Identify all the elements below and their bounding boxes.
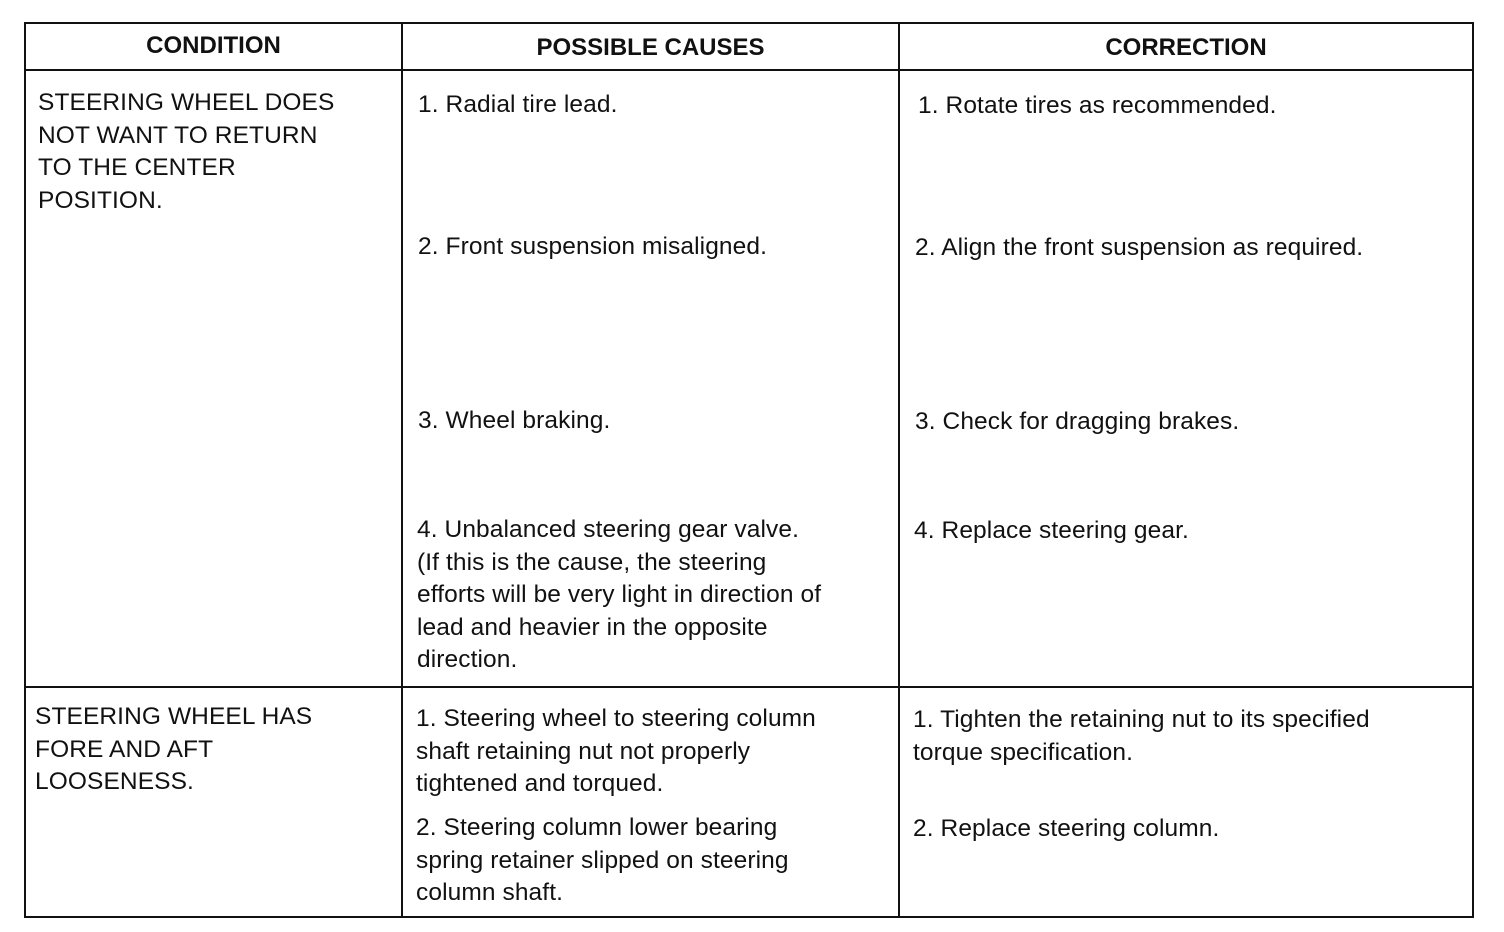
header-condition: CONDITION xyxy=(146,32,281,59)
row-divider xyxy=(24,686,1474,688)
cause-cell: 2. Steering column lower bearing spring retainer slipped on steering column shaft. xyxy=(416,814,789,906)
correction-cell: 2. Replace steering column. xyxy=(913,815,1220,842)
correction-cell: 1. Tighten the retaining nut to its specified torque specification. xyxy=(913,706,1370,766)
column-divider-1 xyxy=(401,22,403,918)
cause-cell: 1. Radial tire lead. xyxy=(418,91,618,118)
cause-cell: 1. Steering wheel to steering column shaft retaining nut not properly tightened and torqued. xyxy=(416,705,816,797)
correction-cell: 3. Check for dragging brakes. xyxy=(915,408,1240,435)
correction-cell: 4. Replace steering gear. xyxy=(914,517,1189,544)
cause-cell: 4. Unbalanced steering gear valve. (If this is the cause, the steering efforts will be very light in direction of lead and heavier in the opposite direction. xyxy=(417,516,822,673)
cause-cell: 2. Front suspension misaligned. xyxy=(418,233,768,260)
column-divider-2 xyxy=(898,22,900,918)
header-divider xyxy=(24,69,1474,71)
correction-cell: 1. Rotate tires as recommended. xyxy=(918,92,1277,119)
header-possible-causes: POSSIBLE CAUSES xyxy=(536,34,765,61)
cause-cell: 3. Wheel braking. xyxy=(418,407,611,434)
correction-cell: 2. Align the front suspension as required. xyxy=(915,234,1364,261)
condition-cell: STEERING WHEEL DOES NOT WANT TO RETURN TO THE CENTER POSITION. xyxy=(38,89,335,214)
header-correction: CORRECTION xyxy=(1105,34,1267,61)
condition-cell: STEERING WHEEL HAS FORE AND AFT LOOSENESS. xyxy=(35,703,313,795)
